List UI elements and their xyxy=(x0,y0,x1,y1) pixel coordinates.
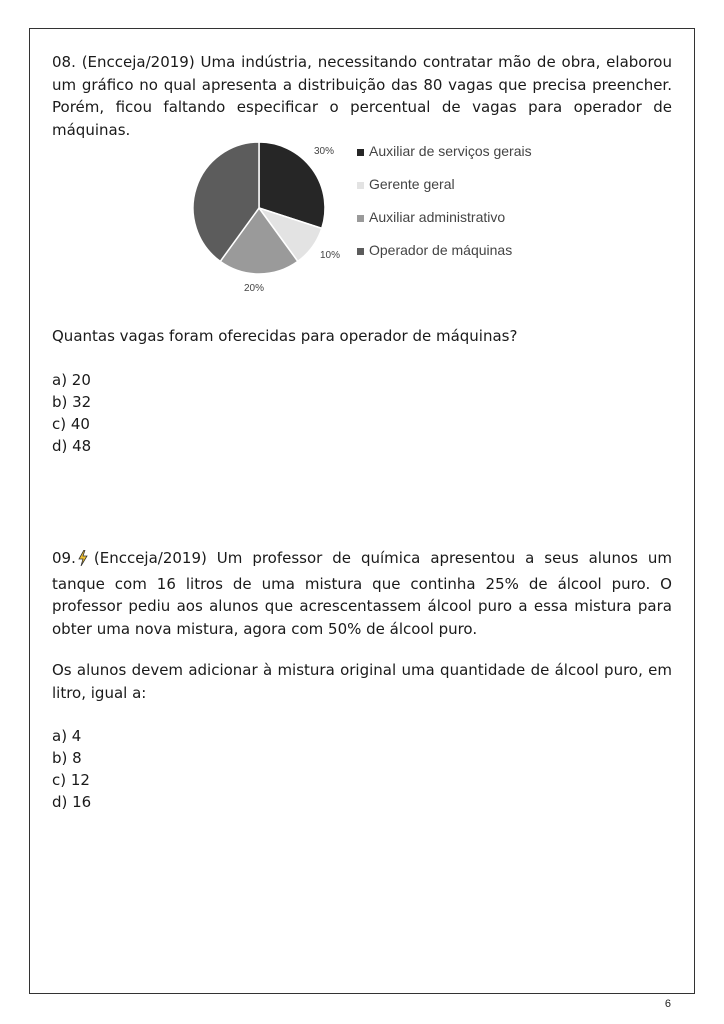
legend-label-4: Operador de máquinas xyxy=(369,242,513,258)
q08-option-c[interactable]: c) 40 xyxy=(52,415,90,433)
legend-swatch-4 xyxy=(357,248,364,255)
q08-statement: 08. (Encceja/2019) Uma indústria, necessitando contratar mão de obra, elaborou um gráfico no qual apresenta a distribuição das 80 vagas que precisa preencher. Porém, ficou faltando especificar o percentual de vagas para operador de máquinas. xyxy=(52,53,672,139)
q09-option-b[interactable]: b) 8 xyxy=(52,749,82,767)
legend-label-2: Gerente geral xyxy=(369,176,455,192)
legend-label-1: Auxiliar de serviços gerais xyxy=(369,143,532,159)
legend-swatch-1 xyxy=(357,149,364,156)
q09-option-d[interactable]: d) 16 xyxy=(52,793,92,811)
q09-option-a[interactable]: a) 4 xyxy=(52,727,82,745)
legend-label-3: Auxiliar administrativo xyxy=(369,209,506,225)
pie-slice-label-3: 20% xyxy=(243,283,265,294)
q08-option-b[interactable]: b) 32 xyxy=(52,393,92,411)
legend-swatch-3 xyxy=(357,215,364,222)
legend-swatch-2 xyxy=(357,182,364,189)
pie-chart xyxy=(180,130,550,305)
q09-option-c[interactable]: c) 12 xyxy=(52,771,90,789)
lightning-icon xyxy=(78,550,88,573)
q09-number: 09. xyxy=(52,549,76,567)
page-number: 6 xyxy=(664,998,671,1010)
q08-question: Quantas vagas foram oferecidas para operador de máquinas? xyxy=(52,327,518,345)
pie-slice-label-1: 30% xyxy=(313,146,335,157)
q09-statement-block xyxy=(52,547,672,640)
q09-question: Os alunos devem adicionar à mistura original uma quantidade de álcool puro, em litro, igual a: xyxy=(52,661,672,702)
q08-option-d[interactable]: d) 48 xyxy=(52,437,92,455)
q09-statement: (Encceja/2019) Um professor de química apresentou a seus alunos um tanque com 16 litros de uma mistura que continha 25% de álcool puro. O professor pediu aos alunos que acrescentassem álcool puro a essa mistura para obter uma nova mistura, agora com 50% de álcool puro. xyxy=(52,549,672,638)
q08-option-a[interactable]: a) 20 xyxy=(52,371,91,389)
pie-slice-label-2: 10% xyxy=(319,250,341,261)
